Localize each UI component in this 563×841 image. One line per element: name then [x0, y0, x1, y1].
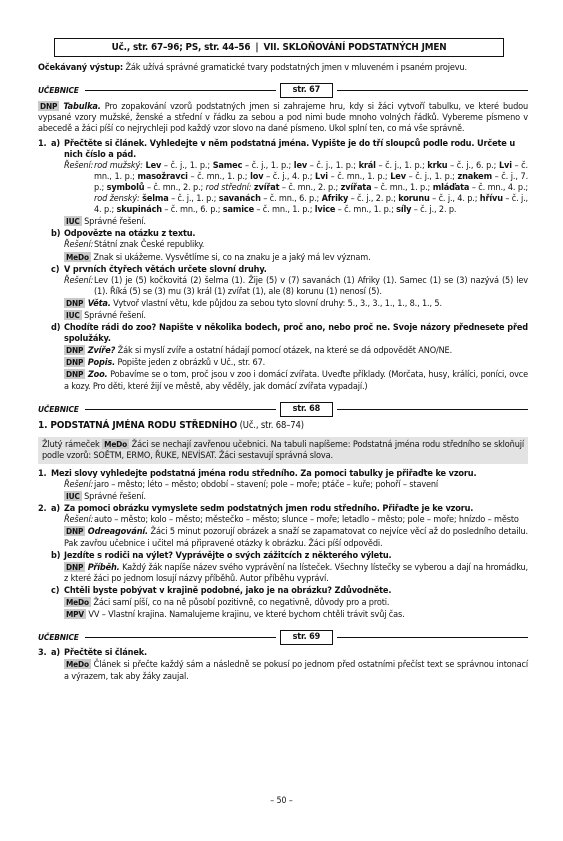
solution-1a-text: rod mužský: Lev – č. j., 1. p.; Samec – č. j., 1. p.; lev – č. j., 1. p.; král – č. j., 1. p.; krku – č. j., 6. p.; Lvi – č. mn., 1. p.; masožravci – č. mn., 1. p.; lov – č. j., 4. p.; Lvi – č. mn., 1. p.; Lev – č. j., 1. p.; znakem – č. j., 7. p.; symbolů – č. mn., 2. p.; rod střední: zvířat – č. mn., 2. p.; zvířata – č. mn., 1. p.; mláďata – č. mn., 4. p.; rod ženský: šelma – č. j., 1. p.; savanách – č. mn., 6. p.; Afriky – č. j., 2. p.; korunu – č. j., 4. p.; hřívu – č. j., 4. p.; skupinách – č. mn., 6. p.; samice – č. mn., 1. p.; lvice – č. mn., 1. p.; síly – č. j., 2. p. [94, 160, 529, 216]
exercise-69-3: 3. a) Přečtěte si článek. MeDo Článek si přečte každý sám a následně se pokusí po jednom před ostatními přečíst text se správnou intonací a výrazem, tak aby žáky zaujal. [38, 648, 528, 682]
section-header-str69: UČEBNICE str. 69 [38, 630, 528, 645]
exercise-68-1: 1. Mezi slovy vyhledejte podstatná jména rodu středního. Za pomoci tabulky je přiřaďte ke vzoru. Řešení: jaro – město; léto – město; období – stavení; pole – moře; ptáče – kuře; pohoří – stavení IUC Správné řešení. [38, 469, 477, 503]
exercise-1a-task: Přečtěte si článek. Vyhledejte v něm podstatná jména. Vypište je do tří sloupců podle rodu. Určete u nich číslo a pád. [64, 138, 516, 160]
exercise-1c-task: V prvních čtyřech větách určete slovní druhy. [64, 264, 267, 275]
exercise-68-2: 2. a) Za pomoci obrázku vymyslete sedm podstatných jmen rodu středního. Přiřaďte je ke vzoru. Řešení: auto – město; kolo – město; městečko – město; slunce – moře; letadlo – město; pole – moře; hnízdo – město DNP Odreagování. Žáci 5 minut pozorují obrázek a snaží se zapamatovat co nejvíce věcí až do posledního detailu. Pak zavřou učebnice i učitel má připravené otázky k obrázku. Žáci píší odpovědi. b) Jezdíte s rodiči na výlet? Vyprávějte o svých zážitcích z některého výletu. DNP Příběh. Každý žák napíše název svého vyprávění na lísteček. Všechny lístečky se vyberou a dají na hromádku, z které žáci po jednom losují názvy příběhů. Autor příběhu vypráví. c) Chtěli byste pobývat v krajině podobné, jako je na obrázku? Zdůvodněte. MeDo Žáci samí píší, co na ně působí pozitivně, co negativně, důvody pro a proti. MPV VV – Vlastní krajina. Namalujeme krajinu, ve které bychom chtěli trávit svůj čas. [38, 504, 528, 621]
solution-1a: Řešení: rod mužský: Lev – č. j., 1. p.; Samec – č. j., 1. p.; lev – č. j., 1. p.; král – č. j., 1. p.; krku – č. j., 6. p.; Lvi – č. mn., 1. p.; masožravci – č. mn., 1. p.; lov – č. j., 4. p.; Lvi – č. mn., 1. p.; Lev – č. j., 1. p.; znakem – č. j., 7. p.; symbolů – č. mn., 2. p.; rod střední: zvířat – č. mn., 2. p.; zvířata – č. mn., 1. p.; mláďata – č. mn., 4. p.; rod ženský: šelma – č. j., 1. p.; savanách – č. mn., 6. p.; Afriky – č. j., 2. p.; korunu – č. j., 4. p.; hřívu – č. j., 4. p.; skupinách – č. mn., 6. p.; samice – č. mn., 1. p.; lvice – č. mn., 1. p.; síly – č. j., 2. p. [64, 160, 529, 216]
page [38, 38, 528, 683]
medo-tag: MeDo [66, 251, 89, 262]
chapter-title: VII. SKLOŇOVÁNÍ PODSTATNÝCH JMEN [263, 42, 447, 53]
mpv-tag: MPV [66, 609, 84, 620]
page-number: – 50 – [270, 796, 293, 806]
dnp-tabulka: DNP Tabulka. Pro zopakování vzorů podstatných jmen si zahrajeme hru, kdy si žáci vytvoří tabulku, ve které budou vypsané vzory mužské, ženské a střední v řádku za sebou a pod nimi bude mnoho volných řádků. Vybereme písmeno v abecedě a žáci píší co nejrychleji pod každý vzor slovo na dané písmeno. Ukol splní ten, co má vše správně. [38, 101, 529, 135]
exercise-1b-task: Odpovězte na otázku z textu. [64, 229, 196, 240]
page-ref-box: str. 67 [280, 83, 334, 98]
section-header-str67: UČEBNICE str. 67 [38, 83, 528, 98]
expected-outcome: Očekávaný výstup: Žák užívá správné gramatické tvary podstatných jmen v mluveném i psaném projevu. [38, 63, 467, 74]
yellow-frame-note: Žlutý rámeček MeDo Žáci se nechají zavřenou učebnici. Na tabuli napíšeme: Podstatná jména rodu středního se skloňují podle vzorů: SOĚTM, ERMO, ŘUKE, NEVÍSAT. Žáci sestavují správná slova. [38, 437, 528, 464]
subchapter-heading: 1. PODSTATNÁ JMÉNA RODU STŘEDNÍHO (Uč., str. 68–74) [38, 419, 304, 431]
chapter-refs: Uč., str. 67–96; PS, str. 44–56 [111, 42, 251, 53]
iuc-tag: IUC [66, 216, 80, 227]
dnp-tag: DNP [40, 101, 58, 112]
exercise-1: 1. a) Přečtěte si článek. Vyhledejte v něm podstatná jména. Vypište je do tří sloupců podle rodu. Určete u nich číslo a pád. Řešení: rod mužský: Lev – č. j., 1. p.; Samec – č. j., 1. p.; lev – č. j., 1. p.; král – č. j., 1. p.; krku – č. j., 6. p.; Lvi – č. mn., 1. p.; masožravci – č. mn., 1. p.; lov – č. j., 4. p.; Lvi – č. mn., 1. p.; Lev – č. j., 1. p.; znakem – č. j., 7. p.; symbolů – č. mn., 2. p.; rod střední: zvířat – č. mn., 2. p.; zvířata – č. mn., 1. p.; mláďata – č. mn., 4. p.; rod ženský: šelma – č. j., 1. p.; savanách – č. mn., 6. p.; Afriky – č. j., 2. p.; korunu – č. j., 4. p.; hřívu – č. j., 4. p.; skupinách – č. mn., 6. p.; samice – č. mn., 1. p.; lvice – č. mn., 1. p.; síly – č. j., 2. p. IUC Správné řešení. b) Odpovězte na otázku z textu. Řešení: Státní znak České republiky. MeDo Znak si ukážeme. Vysvětlíme si, co na znaku je a jaký má lev význam. c) V prvních čtyřech větách určete slovní druhy. Řešení: Lev (1) je (5) kočkovitá (2) šelma (1). Žije (5) v (7) savanách (1) Afriky (1). Samec (1) se (3) nazývá (5) lev (1). Říká (5) se (3) mu (3) král (1) zvířat (1), ale (8) korunu (1) nenosí (5). DNP Věta. Vytvoř vlastní větu, kde půjdou za sebou tyto slovní druhy: 5., 3., 3., 1., 1., 8., 1., 5. IUC Správné řešení. d) Chodíte rádi do zoo? Napište v několika bodech, proč ano, nebo proč ne. Svoje názory přednesete před spolužáky. DNP Zvíře? Žák si myslí zvíře a ostatní hádají pomocí otázek, na které se dá odpovědět ANO/NE. DNP Popis. Popište jeden z obrázků v Uč., str. 67. DNP Zoo. Pobavíme se o tom, proč jsou v zoo i domácí zvířata. Uveďte příklady. (Morčata, husy, králíci, poníci, ovce a kozy. Pro děti, které žijí ve městě, aby věděly, jak domácí zvířata vypadají.) [38, 138, 529, 392]
exercise-1d-task: Chodíte rádi do zoo? Napište v několika bodech, proč ano, nebo proč ne. Svoje názory přednesete před spolužáky. [64, 323, 528, 345]
chapter-title-box: Uč., str. 67–96; PS, str. 44–56 | VII. SKLOŇOVÁNÍ PODSTATNÝCH JMEN [54, 38, 504, 57]
section-header-str68: UČEBNICE str. 68 [38, 402, 528, 417]
